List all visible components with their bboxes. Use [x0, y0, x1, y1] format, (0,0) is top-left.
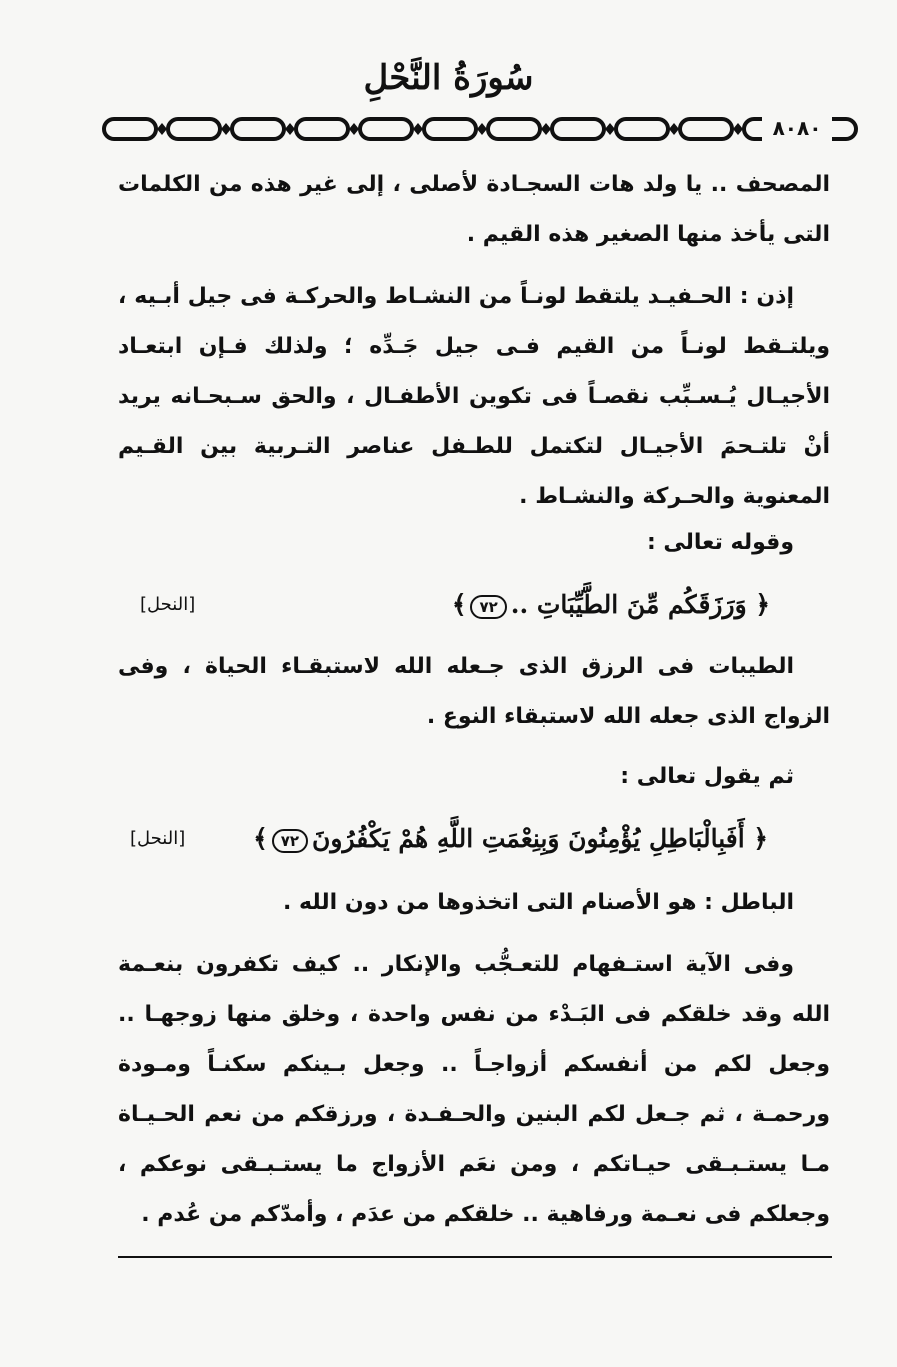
quran-verse-1: [118, 580, 830, 630]
paragraph-grandson: إذن : الحـفيـد يلتقط لونـاً من النشـاط والحركـة فى جيل أبـيه ، ويلتـقط لونـاً من القيم فـى جيل جَـدِّه ؛ ولذلك فـإن ابتعـاد الأجيـال يُـسـبِّب نقصـاً فى تكوين الأطفـال ، والحق سـبحـانه يريد أنْ تلتـحمَ الأجيـال لتكتمل للطـفل عناصر التـربية بين القـيم المعنوية والحـركة والنشـاط .: [118, 284, 830, 509]
verse-2-text: ﴿ أَفَبِالْبَاطِلِ يُؤْمِنُونَ وَبِنِعْمَتِ اللَّهِ هُمْ يَكْفُرُونَ٧٢﴾: [253, 824, 768, 853]
verse-intro-2: ثم يقول تعالى :: [620, 764, 794, 789]
page-number: ٨٠٨٠: [762, 114, 832, 142]
verse-2-surah-reference: [النحل]: [130, 828, 186, 849]
verse-1-surah-reference: [النحل]: [140, 594, 196, 615]
ornamental-header-band: [100, 112, 860, 146]
paragraph-interrogation: وفى الآية استـفهام للتعـجُّب والإنكار .. كيف تكفرون بنعـمة الله وقد خلقكم فى البَـدْء من نفس واحدة ، وخلق منها زوجهـا .. وجعل لكم من أنفسكم أزواجـاً .. وجعل بـينكم سكنـاً ومـودة ورحمـة ، ثم جـعل لكم البنين والحـفـدة ، ورزقكم من نعم الحـيـاة مـا يستـبـقى حيـاتكم ، ومن نعَم الأزواج ما يستـبـقى نوعكم ، وجعلكم فى نعـمة ورفاهية .. خلقكم من عدَم ، وأمدّكم من عُدم .: [118, 952, 830, 1227]
verse-1-text: ﴿ وَرَزَقَكُم مِّنَ الطَّيِّبَاتِ ..٧٢﴾: [451, 590, 770, 619]
verse-1-number-badge: ٧٢: [470, 595, 506, 619]
paragraph-continuation: المصحف .. يا ولد هات السجـادة لأصلى ، إلى غير هذه من الكلمات التى يأخذ منها الصغير هذه القيم .: [118, 172, 830, 247]
footer-rule: [118, 1256, 832, 1258]
paragraph-batil: الباطل : هو الأصنام التى اتخذوها من دون الله .: [283, 890, 794, 915]
quran-verse-2: [118, 814, 830, 864]
verse-intro-1: وقوله تعالى :: [646, 530, 794, 555]
surah-title: سُورَةُ النَّحْلِ: [363, 58, 534, 98]
verse-2-number-badge: ٧٢: [272, 829, 308, 853]
paragraph-tayyibat: الطيبات فى الرزق الذى جـعله الله لاستبقـاء الحياة ، وفى الزواج الذى جعله الله لاستبقاء النوع .: [118, 654, 830, 729]
